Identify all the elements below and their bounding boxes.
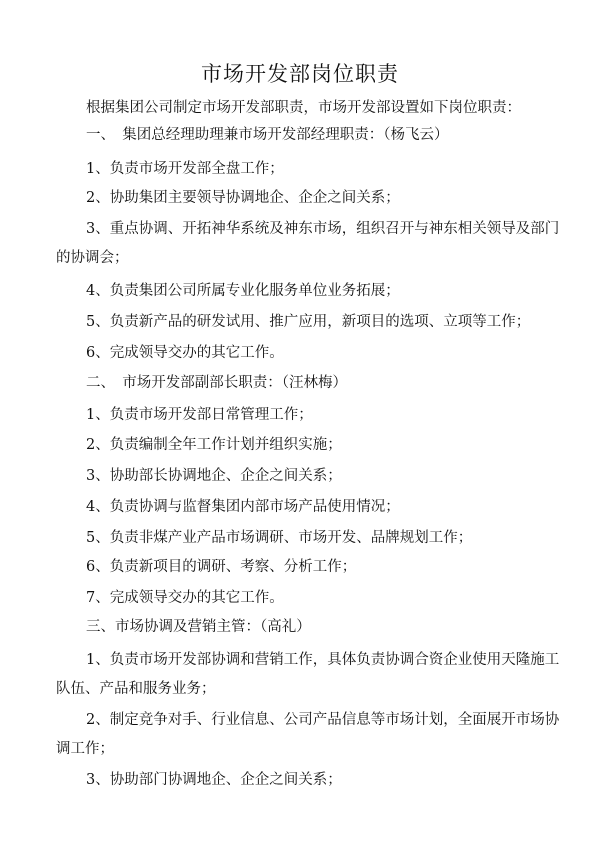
intro-paragraph: 根据集团公司制定市场开发部职责，市场开发部设置如下岗位职责： <box>86 100 521 116</box>
list-item: 5、负责非煤产业产品市场调研、市场开发、品牌规划工作； <box>86 530 473 546</box>
list-item: 1、负责市场开发部日常管理工作； <box>86 407 313 423</box>
list-item: 4、负责集团公司所属专业化服务单位业务拓展； <box>86 283 400 299</box>
list-item: 3、协助部长协调地企、企企之间关系； <box>86 468 342 484</box>
list-item: 2、协助集团主要领导协调地企、企企之间关系； <box>86 190 400 206</box>
list-item: 3、重点协调、开拓神华系统及神东市场，组织召开与神东相关领导及部门 <box>86 221 560 237</box>
section-heading-3: 三、市场协调及营销主管：（高礼） <box>86 619 311 635</box>
list-item-continuation: 调工作； <box>56 741 114 757</box>
section-heading-1: 一、 集团总经理助理兼市场开发部经理职责：（杨飞云） <box>86 127 449 143</box>
list-item: 1、负责市场开发部全盘工作； <box>86 161 284 177</box>
list-item: 5、负责新产品的研发试用、推广应用，新项目的选项、立项等工作； <box>86 314 531 330</box>
list-item: 2、制定竞争对手、行业信息、公司产品信息等市场计划，全面展开市场协 <box>86 712 560 728</box>
list-item: 6、负责新项目的调研、考察、分析工作； <box>86 559 357 575</box>
list-item: 3、协助部门协调地企、企企之间关系； <box>86 772 342 788</box>
page-title: 市场开发部岗位职责 <box>201 62 399 86</box>
list-item: 1、负责市场开发部协调和营销工作，具体负责协调合资企业使用天隆施工 <box>86 652 560 668</box>
list-item: 7、完成领导交办的其它工作。 <box>86 590 284 606</box>
list-item: 4、负责协调与监督集团内部市场产品使用情况； <box>86 499 400 515</box>
list-item-continuation: 队伍、产品和服务业务； <box>56 681 216 697</box>
list-item: 6、完成领导交办的其它工作。 <box>86 345 284 361</box>
list-item-continuation: 的协调会； <box>56 250 129 266</box>
section-heading-2: 二、 市场开发部副部长职责：（汪林梅） <box>86 375 347 391</box>
list-item: 2、负责编制全年工作计划并组织实施； <box>86 437 342 453</box>
